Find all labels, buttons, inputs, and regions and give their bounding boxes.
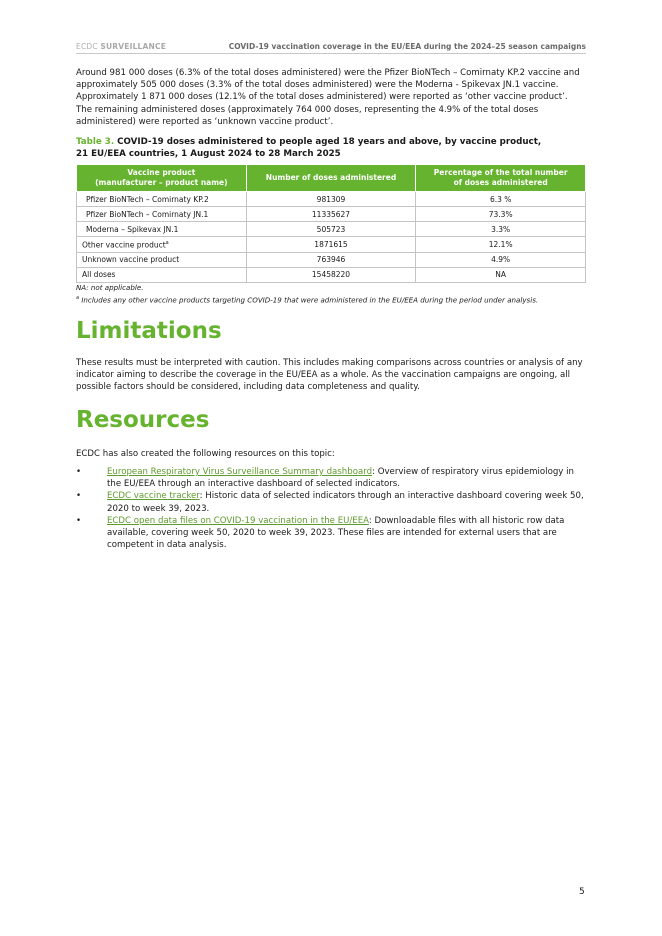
table-label: Table 3. xyxy=(76,137,115,147)
cell-doses: 981309 xyxy=(246,192,416,207)
cell-doses: 505723 xyxy=(246,222,416,237)
cell-product: Moderna – Spikevax JN.1 xyxy=(77,222,247,237)
note-na: NA: not applicable. xyxy=(76,283,144,292)
table-row xyxy=(77,222,586,237)
cell-doses: 11335627 xyxy=(246,207,416,222)
cell-percentage: NA xyxy=(416,267,586,282)
table-row xyxy=(77,207,586,222)
doses-table xyxy=(76,165,586,283)
table-row xyxy=(77,237,586,253)
cell-product xyxy=(77,237,247,253)
cell-doses: 15458220 xyxy=(246,267,416,282)
resources-heading: Resources xyxy=(76,407,210,433)
resources-intro: ECDC has also created the following resources on this topic: xyxy=(76,449,335,459)
table-caption-line1: COVID-19 doses administered to people aged 18 years and above, by vaccine product, xyxy=(117,137,542,147)
cell-percentage: 6.3 % xyxy=(416,192,586,207)
header-percentage xyxy=(416,165,586,192)
table-row xyxy=(77,252,586,267)
header-pct-line2: of doses administered xyxy=(453,178,548,187)
running-header xyxy=(76,41,586,54)
page-number: 5 xyxy=(579,887,585,897)
bullet: • xyxy=(76,491,82,502)
header-brand-bold: SURVEILLANCE xyxy=(100,42,167,51)
cell-product: Pfizer BioNTech – Comirnaty KP.2 xyxy=(77,192,247,207)
intro-paragraph: Around 981 000 doses (6.3% of the total doses administered) were the Pfizer BioNTech – Comirnaty KP.2 vaccine and approximately 505 000 doses (3.3% of the total doses administered) were the Moderna - Spikevax JN.1 vaccine. Approximately 1 871 000 doses (12.1% of the total doses administered) were reported as ‘other vaccine product’. The remaining administered doses (approximately 764 000 doses, representing the 4.9% of the total doses administered) were reported as ‘unknown vaccine product’. xyxy=(76,68,580,127)
cell-product: Unknown vaccine product xyxy=(77,252,247,267)
table-row xyxy=(77,192,586,207)
cell-percentage: 73.3% xyxy=(416,207,586,222)
cell-percentage: 4.9% xyxy=(416,252,586,267)
cell-doses: 763946 xyxy=(246,252,416,267)
cell-product: Pfizer BioNTech – Comirnaty JN.1 xyxy=(77,207,247,222)
header-product-line2: (manufacturer – product name) xyxy=(95,178,228,187)
link-open-data-files[interactable]: ECDC open data files on COVID-19 vaccination in the EU/EEA xyxy=(107,515,369,526)
list-item-text: : Downloadable files with all historic row data available, covering week 50, 2020 to week 39, 2023. These files are intended for external users that are competent in data analysis. xyxy=(107,515,565,551)
header-number-of-doses: Number of doses administered xyxy=(246,165,416,192)
cell-percentage: 12.1% xyxy=(416,237,586,253)
header-brand-light: ECDC xyxy=(76,42,98,51)
header-brand xyxy=(76,42,166,51)
cell-product: All doses xyxy=(77,267,247,282)
table-notes xyxy=(76,283,596,305)
bullet: • xyxy=(76,515,82,526)
footnote-text: Includes any other vaccine products targeting COVID-19 that were administered in the EU/EEA during the period under analysis. xyxy=(79,295,539,305)
header-product-line1: Vaccine product xyxy=(127,168,196,177)
list-item-text: : Overview of respiratory virus epidemiology in the EU/EEA through an interactive dashboard of selected indicators. xyxy=(107,467,574,490)
header-pct-line1: Percentage of the total number xyxy=(433,168,568,177)
cell-doses: 1871615 xyxy=(246,237,416,253)
table-caption xyxy=(76,136,586,160)
link-respiratory-dashboard[interactable]: European Respiratory Virus Surveillance Summary dashboard xyxy=(107,467,373,477)
footnote-marker: a xyxy=(165,240,169,246)
header-title: COVID-19 vaccination coverage in the EU/EEA during the 2024–25 season campaigns xyxy=(228,42,586,51)
table-caption-line2: 21 EU/EEA countries, 1 August 2024 to 28 March 2025 xyxy=(76,149,341,159)
resources-list xyxy=(76,466,588,551)
list-item xyxy=(76,466,588,490)
table-header-row xyxy=(77,165,586,192)
list-item-text: : Historic data of selected indicators through an interactive dashboard covering week 50, 2020 to week 39, 2023. xyxy=(107,491,584,514)
table-row xyxy=(77,267,586,282)
footnote-mark: a xyxy=(76,295,80,301)
limitations-heading: Limitations xyxy=(76,318,222,344)
note-footnote xyxy=(76,293,596,305)
link-vaccine-tracker[interactable]: ECDC vaccine tracker xyxy=(107,491,200,502)
bullet: • xyxy=(76,467,82,477)
cell-percentage: 3.3% xyxy=(416,222,586,237)
list-item xyxy=(76,490,588,514)
header-vaccine-product xyxy=(77,165,247,192)
cell-product-text: Other vaccine product xyxy=(82,240,166,250)
limitations-paragraph: These results must be interpreted with caution. This includes making comparisons across countries or analysis of any indicator aiming to describe the coverage in the EU/EEA as a whole. As the vaccination campaigns are ongoing, all possible factors should be considered, including data completeness and quality. xyxy=(76,358,583,393)
list-item xyxy=(76,515,588,552)
